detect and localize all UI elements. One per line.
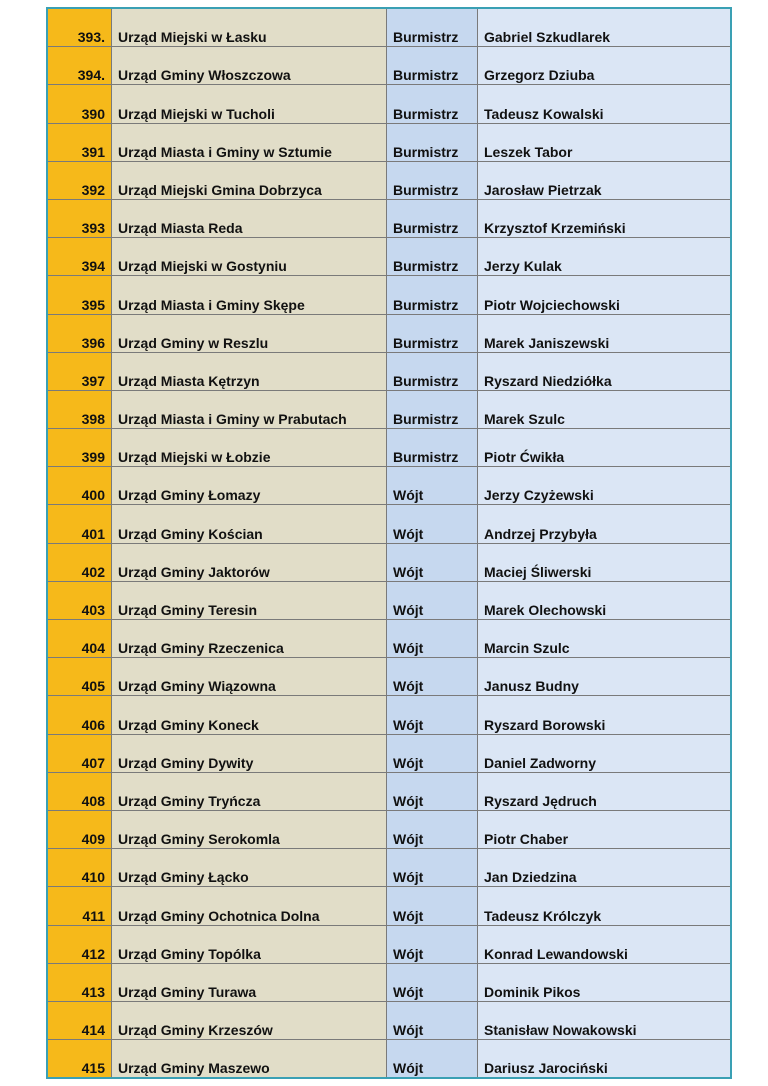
row-number: 390 [47,85,112,123]
office-name: Urząd Miasta i Gminy w Prabutach [112,390,387,428]
office-name: Urząd Gminy Serokomla [112,810,387,848]
office-name: Urząd Miasta i Gminy Skępe [112,276,387,314]
office-name: Urząd Miasta Kętrzyn [112,352,387,390]
official-name: Marek Szulc [478,390,732,428]
row-number: 393. [47,8,112,47]
office-name: Urząd Miasta Reda [112,199,387,237]
table-row [47,1040,731,1079]
table-row [47,467,731,505]
official-name: Dominik Pikos [478,963,732,1001]
official-name: Ryszard Borowski [478,696,732,734]
row-number: 412 [47,925,112,963]
office-name: Urząd Miejski w Gostyniu [112,238,387,276]
official-title: Wójt [387,925,478,963]
table-row [47,390,731,428]
office-name: Urząd Gminy Rzeczenica [112,620,387,658]
table-row [47,47,731,85]
row-number: 395 [47,276,112,314]
table-row [47,620,731,658]
official-name: Tadeusz Królczyk [478,887,732,925]
official-name: Marek Olechowski [478,581,732,619]
row-number: 415 [47,1040,112,1079]
row-number: 413 [47,963,112,1001]
row-number: 409 [47,810,112,848]
official-title: Burmistrz [387,429,478,467]
official-name: Krzysztof Krzemiński [478,199,732,237]
office-name: Urząd Gminy Wiązowna [112,658,387,696]
office-name: Urząd Gminy Jaktorów [112,543,387,581]
official-title: Burmistrz [387,314,478,352]
official-title: Burmistrz [387,8,478,47]
table-row [47,238,731,276]
office-name: Urząd Gminy Krzeszów [112,1001,387,1039]
row-number: 402 [47,543,112,581]
official-title: Wójt [387,581,478,619]
table-row [47,352,731,390]
official-name: Marek Janiszewski [478,314,732,352]
official-title: Burmistrz [387,276,478,314]
official-title: Wójt [387,543,478,581]
official-name: Ryszard Niedziółka [478,352,732,390]
table-row [47,543,731,581]
official-name: Jan Dziedzina [478,849,732,887]
official-title: Wójt [387,849,478,887]
row-number: 397 [47,352,112,390]
official-name: Leszek Tabor [478,123,732,161]
offices-table [46,7,732,1079]
row-number: 410 [47,849,112,887]
office-name: Urząd Gminy Maszewo [112,1040,387,1079]
row-number: 404 [47,620,112,658]
table-row [47,314,731,352]
table-row [47,1001,731,1039]
row-number: 414 [47,1001,112,1039]
row-number: 405 [47,658,112,696]
row-number: 403 [47,581,112,619]
office-name: Urząd Gminy Teresin [112,581,387,619]
official-name: Ryszard Jędruch [478,772,732,810]
row-number: 391 [47,123,112,161]
official-title: Wójt [387,658,478,696]
official-name: Piotr Chaber [478,810,732,848]
office-name: Urząd Miejski w Tucholi [112,85,387,123]
table-row [47,429,731,467]
office-name: Urząd Gminy Ochotnica Dolna [112,887,387,925]
official-name: Daniel Zadworny [478,734,732,772]
table-row [47,123,731,161]
table-row [47,696,731,734]
official-title: Burmistrz [387,85,478,123]
official-name: Jerzy Kulak [478,238,732,276]
row-number: 401 [47,505,112,543]
office-name: Urząd Gminy Koneck [112,696,387,734]
official-name: Jerzy Czyżewski [478,467,732,505]
table-row [47,658,731,696]
office-name: Urząd Gminy w Reszlu [112,314,387,352]
official-name: Konrad Lewandowski [478,925,732,963]
table-row [47,925,731,963]
table-row [47,85,731,123]
official-title: Wójt [387,810,478,848]
table-row [47,887,731,925]
official-title: Wójt [387,505,478,543]
official-name: Tadeusz Kowalski [478,85,732,123]
office-name: Urząd Miejski Gmina Dobrzyca [112,161,387,199]
official-name: Maciej Śliwerski [478,543,732,581]
table-row [47,161,731,199]
official-name: Dariusz Jarociński [478,1040,732,1079]
office-name: Urząd Gminy Kościan [112,505,387,543]
row-number: 411 [47,887,112,925]
row-number: 408 [47,772,112,810]
office-name: Urząd Gminy Dywity [112,734,387,772]
official-name: Jarosław Pietrzak [478,161,732,199]
row-number: 399 [47,429,112,467]
row-number: 394 [47,238,112,276]
row-number: 407 [47,734,112,772]
official-title: Burmistrz [387,390,478,428]
official-name: Janusz Budny [478,658,732,696]
office-name: Urząd Gminy Topólka [112,925,387,963]
row-number: 406 [47,696,112,734]
official-title: Burmistrz [387,161,478,199]
office-name: Urząd Gminy Łącko [112,849,387,887]
table-row [47,199,731,237]
table-row [47,810,731,848]
official-title: Burmistrz [387,123,478,161]
table-row [47,8,731,47]
row-number: 400 [47,467,112,505]
official-title: Wójt [387,620,478,658]
official-name: Stanisław Nowakowski [478,1001,732,1039]
row-number: 394. [47,47,112,85]
official-title: Wójt [387,772,478,810]
official-title: Burmistrz [387,352,478,390]
table-row [47,772,731,810]
official-title: Wójt [387,1040,478,1079]
table-row [47,581,731,619]
office-name: Urząd Gminy Tryńcza [112,772,387,810]
official-name: Gabriel Szkudlarek [478,8,732,47]
official-title: Wójt [387,696,478,734]
table-row [47,276,731,314]
table-row [47,734,731,772]
row-number: 392 [47,161,112,199]
official-title: Wójt [387,1001,478,1039]
official-title: Wójt [387,734,478,772]
official-name: Marcin Szulc [478,620,732,658]
official-name: Piotr Wojciechowski [478,276,732,314]
table-row [47,849,731,887]
official-title: Burmistrz [387,238,478,276]
table-row [47,963,731,1001]
official-title: Wójt [387,887,478,925]
row-number: 398 [47,390,112,428]
table-row [47,505,731,543]
official-name: Andrzej Przybyła [478,505,732,543]
office-name: Urząd Gminy Turawa [112,963,387,1001]
office-name: Urząd Gminy Włoszczowa [112,47,387,85]
official-title: Wójt [387,467,478,505]
office-name: Urząd Miasta i Gminy w Sztumie [112,123,387,161]
row-number: 396 [47,314,112,352]
office-name: Urząd Miejski w Łasku [112,8,387,47]
office-name: Urząd Gminy Łomazy [112,467,387,505]
official-name: Grzegorz Dziuba [478,47,732,85]
office-name: Urząd Miejski w Łobzie [112,429,387,467]
official-title: Wójt [387,963,478,1001]
official-name: Piotr Ćwikła [478,429,732,467]
official-title: Burmistrz [387,199,478,237]
row-number: 393 [47,199,112,237]
official-title: Burmistrz [387,47,478,85]
offices-table-body [47,8,731,1078]
